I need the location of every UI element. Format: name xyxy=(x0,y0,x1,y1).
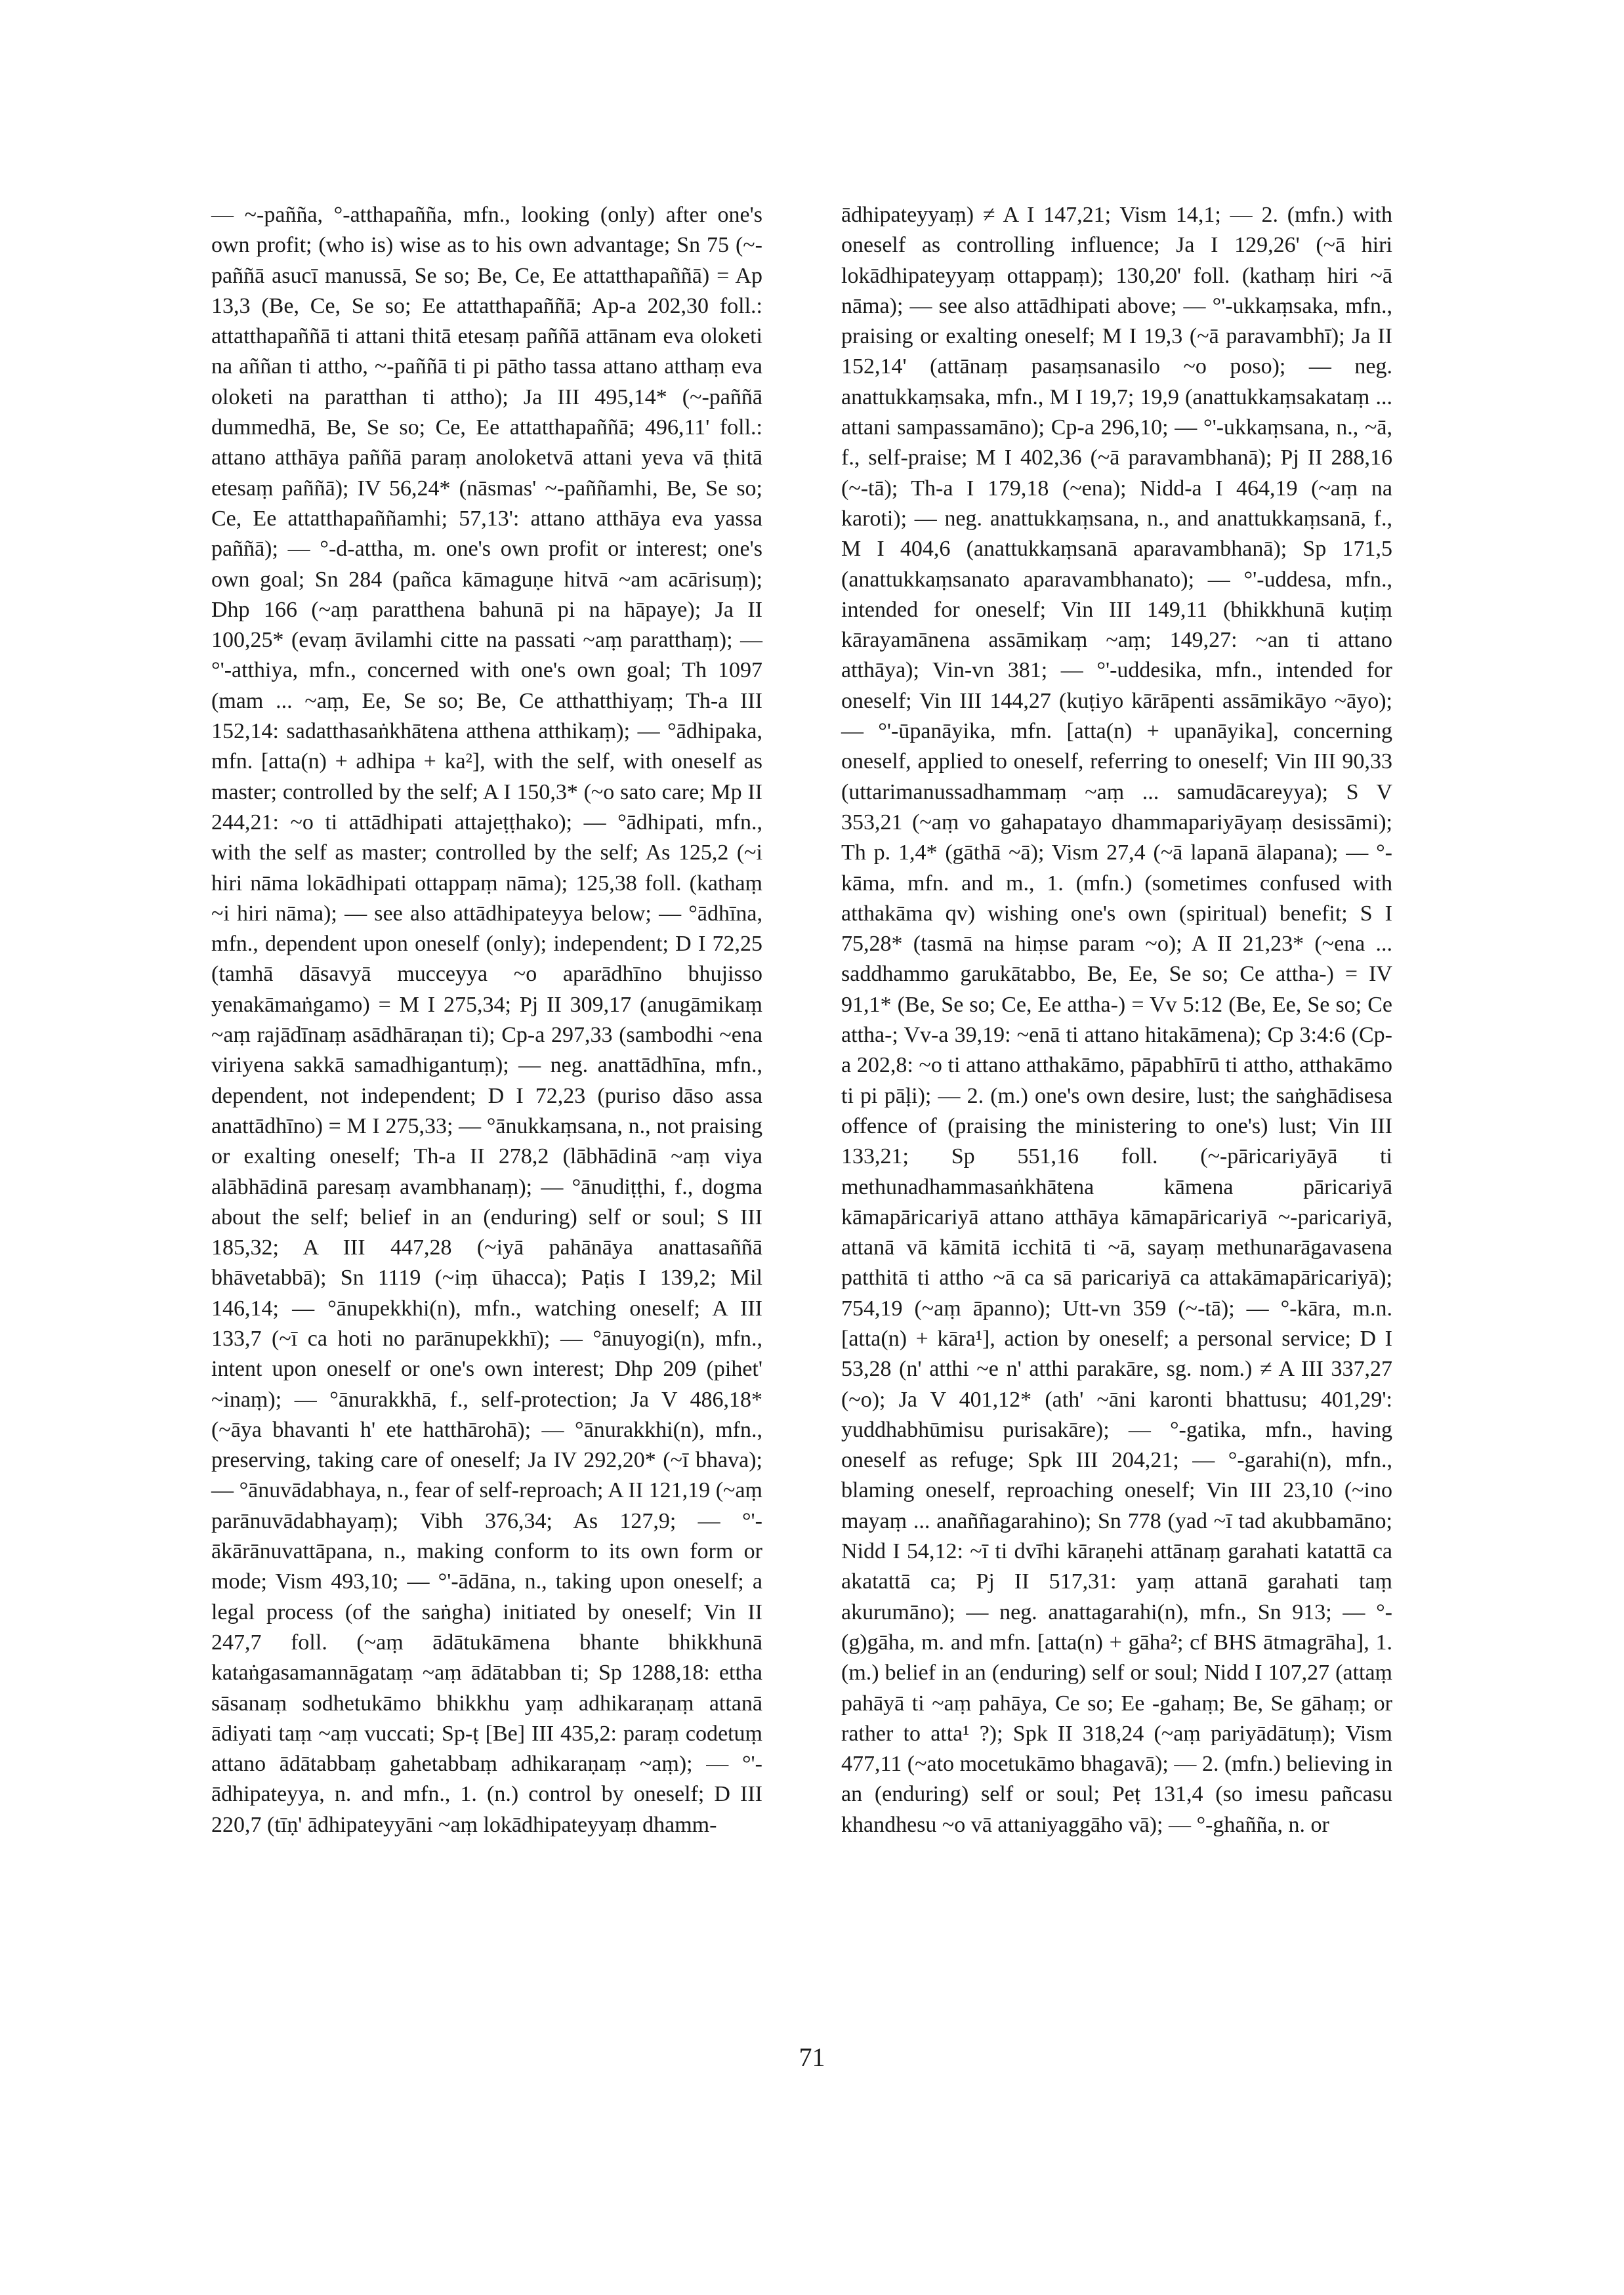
left-column xyxy=(211,200,762,1840)
left-column-text: — ~-pañña, °-atthapañña, mfn., looking (only) after one's own profit; (who is) wise as to his own advantage; Sn 75 (~-paññā asucī manussā, Se so; Be, Ce, Ee attatthapaññā) = Ap 13,3 (Be, Ce, Se so; Ee attatthapaññā; Ap-a 202,30 foll.: attatthapaññā ti attani thitā etesaṃ paññā attānam eva oloketi na aññan ti attho, ~-paññā ti pi pātho tassa attano atthaṃ eva oloketi na paratthan ti attho); Ja III 495,14* (~-paññā dummedhā, Be, Se so; Ce, Ee attatthapaññā; 496,11' foll.: attano atthāya paññā paraṃ anoloketvā attani yeva vā ṭhitā etesaṃ paññā); IV 56,24* (nāsmas' ~-paññamhi, Be, Se so; Ce, Ee attatthapaññamhi; 57,13': attano atthāya eva yassa paññā); — °-d-attha, m. one's own profit or interest; one's own goal; Sn 284 (pañca kāmaguṇe hitvā ~am acārisuṃ); Dhp 166 (~aṃ paratthena bahunā pi na hāpaye); Ja II 100,25* (evaṃ āvilamhi citte na passati ~aṃ paratthaṃ); — °'-atthiya, mfn., concerned with one's own goal; Th 1097 (mam ... ~aṃ, Ee, Se so; Be, Ce atthatthiyaṃ; Th-a III 152,14: sadatthasaṅkhātena atthena atthikaṃ); — °ādhipaka, mfn. [atta(n) + adhipa + ka²], with the self, with oneself as master; controlled by the self; A I 150,3* (~o sato care; Mp II 244,21: ~o ti attādhipati attajeṭṭhako); — °ādhipati, mfn., with the self as master; controlled by the self; As 125,2 (~i hiri nāma lokādhipati ottappaṃ nāma); 125,38 foll. (kathaṃ ~i hiri nāma); — see also attādhipateyya below; — °ādhīna, mfn., dependent upon oneself (only); independent; D I 72,25 (tamhā dāsavyā mucceyya ~o aparādhīno bhujisso yenakāmaṅgamo) = M I 275,34; Pj II 309,17 (anugāmikaṃ ~aṃ rajādīnaṃ asādhāraṇan ti); Cp-a 297,33 (sambodhi ~ena viriyena sakkā samadhigantuṃ); — neg. anattādhīna, mfn., dependent, not independent; D I 72,23 (puriso dāso assa anattādhīno) = M I 275,33; — °ānukkaṃsana, n., not praising or exalting oneself; Th-a II 278,2 (lābhādinā ~aṃ viya alābhādinā paresaṃ avambhanaṃ); — °ānudiṭṭhi, f., dogma about the self; belief in an (enduring) self or soul; S III 185,32; A III 447,28 (~iyā pahānāya anattasaññā bhāvetabbā); Sn 1119 (~iṃ ūhacca); Paṭis I 139,2; Mil 146,14; — °ānupekkhi(n), mfn., watching oneself; A III 133,7 (~ī ca hoti no parānupekkhī); — °ānuyogi(n), mfn., intent upon oneself or one's own interest; Dhp 209 (pihet' ~inaṃ); — °ānurakkhā, f., self-protection; Ja V 486,18* (~āya bhavanti h' ete hatthārohā); — °ānurakkhi(n), mfn., preserving, taking care of oneself; Ja IV 292,20* (~ī bhava); — °ānuvādabhaya, n., fear of self-reproach; A II 121,19 (~aṃ parānuvādabhayaṃ); Vibh 376,34; As 127,9; — °'-ākārānuvattāpana, n., making conform to its own form or mode; Vism 493,10; — °'-ādāna, n., taking upon oneself; a legal process (of the saṅgha) initiated by oneself; Vin II 247,7 foll. (~aṃ ādātukāmena bhante bhikkhunā kataṅgasamannāgataṃ ~aṃ ādātabban ti; Sp 1288,18: ettha sāsanaṃ sodhetukāmo bhikkhu yaṃ adhikaraṇaṃ attanā ādiyati taṃ ~aṃ vuccati; Sp-ṭ [Be] III 435,2: paraṃ codetuṃ attano ādātabbaṃ gahetabbaṃ adhikaraṇaṃ ~aṃ); — °'-ādhipateyya, n. and mfn., 1. (n.) control by oneself; D III 220,7 (tīṇ' ādhipateyyāni ~aṃ lokādhipateyyaṃ dhamm- xyxy=(211,203,762,1837)
right-column-text: ādhipateyyaṃ) ≠ A I 147,21; Vism 14,1; — 2. (mfn.) with oneself as controlling influence; Ja I 129,26' (~ā hiri lokādhipateyyaṃ ottappaṃ); 130,20' foll. (kathaṃ hiri ~ā nāma); — see also attādhipati above; — °'-ukkaṃsaka, mfn., praising or exalting oneself; M I 19,3 (~ā paravambhī); Ja II 152,14' (attānaṃ pasaṃsanasilo ~o poso); — neg. anattukkaṃsaka, mfn., M I 19,7; 19,9 (anattukkaṃsakataṃ ... attani sampassamāno); Cp-a 296,10; — °'-ukkaṃsana, n., ~ā, f., self-praise; M I 402,36 (~ā paravambhanā); Pj II 288,16 (~-tā); Th-a I 179,18 (~ena); Nidd-a I 464,19 (~aṃ na karoti); — neg. anattukkaṃsana, n., and anattukkaṃsanā, f., M I 404,6 (anattukkaṃsanā aparavambhanā); Sp 171,5 (anattukkaṃsanato aparavambhanato); — °'-uddesa, mfn., intended for oneself; Vin III 149,11 (bhikkhunā kuṭiṃ kārayamānena assāmikaṃ ~aṃ; 149,27: ~an ti attano atthāya); Vin-vn 381; — °'-uddesika, mfn., intended for oneself; Vin III 144,27 (kuṭiyo kārāpenti assāmikāyo ~āyo); — °'-ūpanāyika, mfn. [atta(n) + upanāyika], concerning oneself, applied to oneself, referring to oneself; Vin III 90,33 (uttarimanussadhammaṃ ~aṃ ... samudācareyya); S V 353,21 (~aṃ vo gahapatayo dhammapariyāyaṃ desissāmi); Th p. 1,4* (gāthā ~ā); Vism 27,4 (~ā lapanā ālapana); — °-kāma, mfn. and m., 1. (mfn.) (sometimes confused with atthakāma qv) wishing one's own (spiritual) benefit; S I 75,28* (tasmā na hiṃse param ~o); A II 21,23* (~ena ... saddhammo garukātabbo, Be, Ee, Se so; Ce attha-) = IV 91,1* (Be, Se so; Ce, Ee attha-) = Vv 5:12 (Be, Ee, Se so; Ce attha-; Vv-a 39,19: ~enā ti attano hitakāmena); Cp 3:4:6 (Cp-a 202,8: ~o ti attano atthakāmo, pāpabhīrū ti attho, atthakāmo ti pi pāḷi); — 2. (m.) one's own desire, lust; the saṅghādisesa offence of (praising the ministering to one's) lust; Vin III 133,21; Sp 551,16 foll. (~-pāricariyāyā ti methunadhammasaṅkhātena kāmena pāricariyā kāmapāricariyā attano atthāya kāmapāricariyā ~-paricariyā, attanā vā kāmitā icchitā ti ~ā, sayaṃ methunarāgavasena patthitā ti attho ~ā ca sā paricariyā ca attakāmapāricariyā); 754,19 (~aṃ āpanno); Utt-vn 359 (~-tā); — °-kāra, m.n. [atta(n) + kāra¹], action by oneself; a personal service; D I 53,28 (n' atthi ~e n' atthi parakāre, sg. nom.) ≠ A III 337,27 (~o); Ja V 401,12* (ath' ~āni karonti bhattusu; 401,29': yuddhabhūmisu purisakāre); — °-gatika, mfn., having oneself as refuge; Spk III 204,21; — °-garahi(n), mfn., blaming oneself, reproaching oneself; Vin III 23,10 (~ino mayaṃ ... anaññagarahino); Sn 778 (yad ~ī tad akubbamāno; Nidd I 54,12: ~ī ti dvīhi kāraṇehi attānaṃ garahati katattā ca akatattā ca; Pj II 517,31: yaṃ attanā garahati taṃ akurumāno); — neg. anattagarahi(n), mfn., Sn 913; — °-(g)gāha, m. and mfn. [atta(n) + gāha²; cf BHS ātmagrāha], 1. (m.) belief in an (enduring) self or soul; Nidd I 107,27 (attaṃ pahāyā ti ~aṃ pahāya, Ce so; Ee -gahaṃ; Be, Se gāhaṃ; or rather to atta¹ ?); Spk II 318,24 (~aṃ pariyādātuṃ); Vism 477,11 (~ato mocetukāmo bhagavā); — 2. (mfn.) believing in an (enduring) self or soul; Peṭ 131,4 (so imesu pañcasu khandhesu ~o vā attaniyaggāho vā); — °-ghañña, n. or xyxy=(841,203,1392,1837)
right-column xyxy=(841,200,1392,1840)
page-number: 71 xyxy=(799,2042,825,2072)
